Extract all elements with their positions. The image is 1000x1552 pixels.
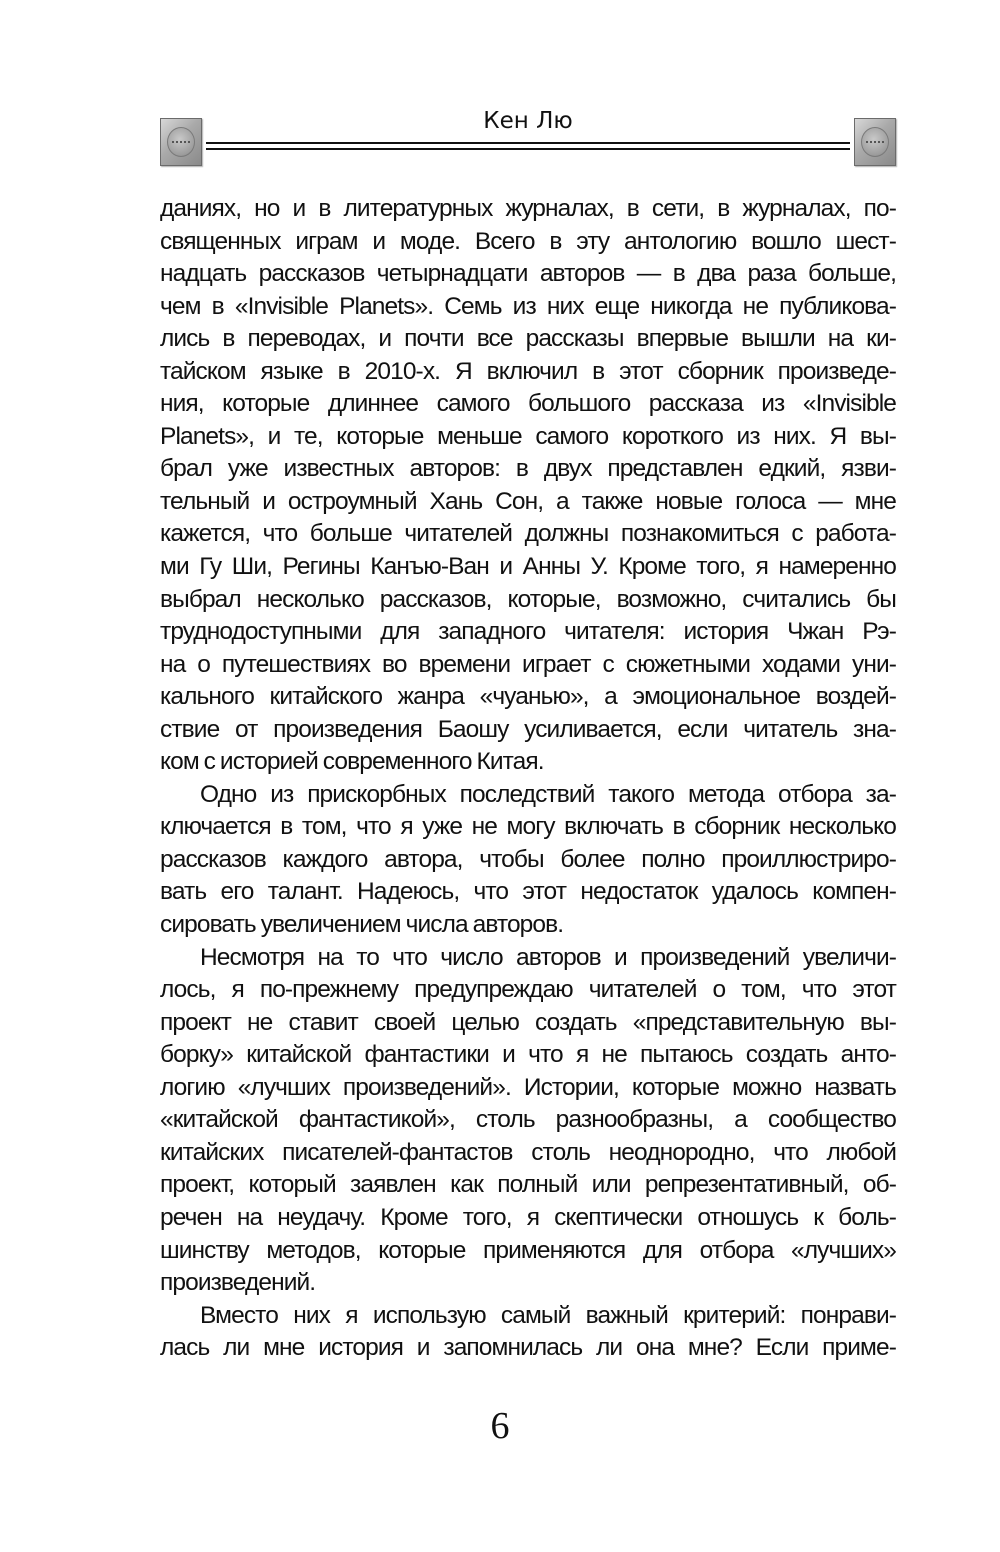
running-header [160,108,896,174]
text-line: ключается в том, что я уже не могу включать в сборник несколько [160,813,896,841]
header-rule-bottom [206,148,850,150]
medallion-ornament-icon [854,118,896,166]
text-line: шинству методов, которые применяются для отбора «лучших» [160,1236,896,1264]
text-line: выбрал несколько рассказов, которые, возможно, считались бы [160,585,896,613]
text-line: сировать увеличением числа авторов. [160,911,564,939]
text-line: ния, которые длиннее самого большого рассказа из «Invisible [160,390,896,418]
text-line: священных играм и моде. Всего в эту антологию вошло шест- [160,227,896,255]
text-line: даниях, но и в литературных журналах, в сети, в журналах, по- [160,195,896,222]
text-line: труднодоступными для западного читателя: история Чжан Рэ- [160,618,896,646]
text-line: «китайской фантастикой», столь разнообразны, а сообщество [160,1106,896,1134]
text-line: рассказов каждого автора, чтобы более полно проиллюстриро- [160,845,896,873]
text-line: кального китайского жанра «чуанью», а эмоциональное воздей- [160,683,896,711]
text-line: кажется, что больше читателей должны познакомиться с работа- [160,520,896,548]
text-line: вать его талант. Надеюсь, что этот недостаток удалось компен- [160,878,896,906]
text-line: ствие от произведения Баошу усиливается, если читатель зна- [160,715,896,743]
text-line: лась ли мне история и запомнилась ли она мне? Если приме- [160,1334,896,1362]
text-line: Вместо них я использую самый важный критерий: понрави- [200,1301,896,1329]
text-line: ком с историей современного Китая. [160,748,544,776]
text-line: логию «лучших произведений». Истории, которые можно назвать [160,1073,896,1101]
text-line: борку» китайской фантастики и что я не пытаюсь создать анто- [160,1041,896,1069]
page-number: 6 [490,1405,510,1447]
text-line: речен на неудачу. Кроме того, я скептически отношусь к боль- [160,1203,896,1231]
text-line: Несмотря на то что число авторов и произведений увеличи- [200,943,896,971]
text-line: произведений. [160,1269,316,1297]
text-line: ми Гу Ши, Регины Канъю-Ван и Анны У. Кроме того, я намеренно [160,553,896,581]
text-line: китайских писателей-фантастов столь неоднородно, что любой [160,1138,896,1166]
paragraph [160,1300,896,1365]
text-line: Одно из прискорбных последствий такого метода отбора за- [200,780,896,808]
paragraph [160,193,896,779]
text-line: чем в «Invisible Planets». Семь из них еще никогда не публикова- [160,292,896,320]
text-line: Planets», и те, которые меньше самого короткого из них. Я вы- [160,422,896,450]
text-line: лось, я по-прежнему предупреждаю читателей о том, что этот [160,976,896,1004]
text-line: проект, который заявлен как полный или репрезентативный, об- [160,1171,896,1199]
text-line: проект не ставит своей целью создать «представительную вы- [160,1008,896,1036]
text-line: лись в переводах, и почти все рассказы впервые вышли на ки- [160,325,896,353]
paragraph [160,942,896,1300]
text-line: на о путешествиях во времени играет с сюжетными ходами уни- [160,650,896,678]
text-line: тайском языке в 2010-х. Я включил в этот сборник произведе- [160,357,896,385]
header-rule-top [206,142,850,144]
text-line: брал уже известных авторов: в двух представлен едкий, язви- [160,455,896,483]
paragraph [160,779,896,942]
body-text [160,193,896,1365]
text-line: надцать рассказов четырнадцати авторов — в два раза больше, [160,260,896,288]
text-line: тельный и остроумный Хань Сон, а также новые голоса — мне [160,487,896,515]
running-title: Кен Лю [483,108,573,134]
